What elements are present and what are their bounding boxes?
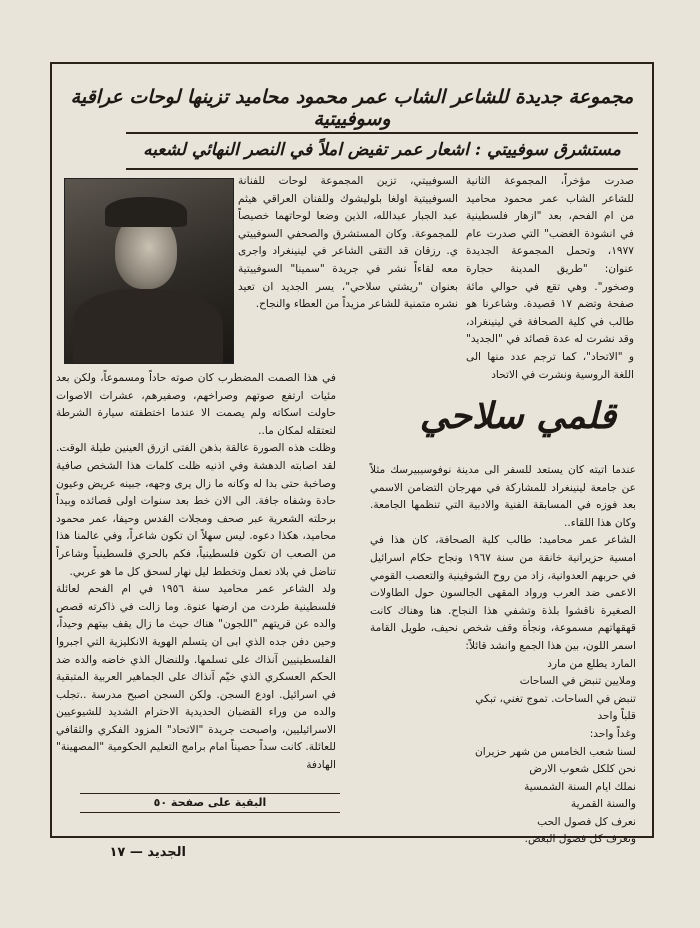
poem-line: نعرف كل فصول الحب bbox=[537, 815, 636, 828]
poem-line: ونعرف كل فصول البغض. bbox=[524, 833, 636, 846]
interview-paragraph-2: الشاعر عمر محاميد: طالب كلية الصحافة، كان هذا في امسية حزيرانية خانقة من سنة ١٩٦٧ ونجاح حكام اسرائيل في حربهم العدوانية، زاد من روح الشوفينية والتعصب القومي الاعمى ضد العرب ورواد المقهى الجالسون حول الطاولات الصغيرة ناقشوا بلذة وتشفي هذا النجاح. هنا وهناك كانت قهقهاتهم مسموعة، ونجأة وقف شخص نحيف، طويل القامة اسمر اللون، بين هذا الجمع وانشد قائلاً: bbox=[370, 534, 636, 652]
poem-line: لسنا شعب الخامس من شهر حزيران bbox=[474, 745, 636, 758]
poem-line: المارد يطلع من مارد bbox=[547, 657, 636, 670]
poem bbox=[370, 656, 636, 850]
bio-paragraph-1: في هذا الصمت المضطرب كان صوته حاداً ومسموعاً، ولكن بعد مئيات ارتفع صوتهم وصراخهم، وصفيرهم، عشرات الاصوات حاولت اسكاته ولم يصمت الا عندما اختطفته سيارة الشرطة لتعتقله لمكان ما.. bbox=[56, 372, 336, 437]
signature-text: قلمي سلاحي bbox=[419, 395, 617, 437]
column-intro bbox=[466, 173, 634, 384]
poem-line: نملك ايام السنة الشمسية bbox=[524, 780, 636, 793]
headline bbox=[58, 78, 646, 130]
page-footer: الجديد — ١٧ bbox=[109, 845, 186, 860]
intro-paragraph: صدرت مؤخراً، المجموعة الثانية للشاعر الشاب عمر محمود محاميد من ام الفحم، بعد "ازهار فلسطينية في انشودة الغضب" التي صدرت عام ١٩٧٧، وتحمل المجموعة الجديدة عنوان: "طريق المدينة حجارة وصخور". وهي تقع في حوالي مائة صفحة وتضم ١٧ قصيدة. وشاعرنا هو طالب في كلية الصحافة في لينينغراد، وقد نشرت له عدة قصائد في "الجديد" و "الاتحاد"، كما ترجم عدد منها الى اللغة الروسية ونشرت في الاتحاد bbox=[466, 175, 634, 381]
poem-line: نحن كلكل شعوب الارض bbox=[529, 763, 636, 776]
illustrations-paragraph: السوفييتي، تزين المجموعة لوحات للفنانة السوفييتية اولغا بلوليشوك وللفنان العراقي هيثم عبد الجبار عبدالله، الذين وضعا لوحاتهما خصيصاً للمجموعة. وكان المستشرق والصحفي السوفييتي ي. رزقان قد التقى الشاعر في لينينغراد واجرى معه لقاءاً نشر في جريدة "سمينا" السوفييتية بعنوان "ريشتي سلاحي"، يسر الجديد ان تعيد نشره متمنية للشاعر مزيداً من العطاء والنجاح. bbox=[238, 175, 458, 311]
poem-line: وملايين تنبض في الساحات bbox=[519, 675, 636, 688]
interview-paragraph-1: عندما اتيته كان يستعد للسفر الى مدينة نوفوسيبيرسك مثلاً عن جامعة لينينغراد للمشاركة في مهرجان التضامن الاسمي بعد فوزه في المسابقة الفنية والادبية التي تنظمها الجامعة. وكان هذا اللقاء.. bbox=[370, 464, 636, 529]
poet-photo bbox=[64, 178, 234, 364]
bio-paragraph-3: ولد الشاعر عمر محاميد سنة ١٩٥٦ في ام الفحم لعائلة فلسطينية طردت من ارضها عنوة. وما زالت في ذاكرته قصص والده عن قريتهم "اللجون" هناك حيث ما زال يقف بيتهم وحيداً، وحين دفن جده الذي ابى ان يتسلم الهوية الانكليزية التي اجبروا الفلسطينيين آنذاك على تسلمها. وللنضال الذي خاضه والده ضد الحكم العسكري الذي خيّم آنذاك على الجماهير العربية المتبقية في اسرائيل. اودع السجن. ولكن السجن اصبح مدرسة ..تجلب والده من وراء القضبان الحديدية الاحترام الشديد للشيوعيين الاسرائيليين، واصبحت جريدة "الاتحاد" المزود الفكري والثقافي للعائلة. كانت سداً حصيناً امام برامج التعليم الحكومية "المصهينة" الهادفة bbox=[56, 583, 336, 772]
column-interview bbox=[370, 462, 636, 849]
divider bbox=[80, 812, 340, 813]
poem-line: وغداً واحد: bbox=[589, 727, 636, 740]
poem-line: والسنة القمرية bbox=[570, 798, 636, 811]
continued-note: البقية على صفحة ٥٠ bbox=[153, 796, 267, 809]
column-biography bbox=[56, 370, 336, 775]
subheadline bbox=[126, 132, 638, 170]
headline-text: مجموعة جديدة للشاعر الشاب عمر محمود محاميد تزينها لوحات عراقية وسوفييتية bbox=[70, 86, 634, 130]
subheadline-text: مستشرق سوفييتي : اشعار عمر تفيض املاً في النصر النهائي لشعبه bbox=[143, 140, 621, 160]
bio-paragraph-2: وظلت هذه الصورة عالقة بذهن الفتى ازرق العينين طيلة الوقت. لقد اصابته الدهشة وفي اذنيه ظلت كلمات هذا الشخص صافية وصاخبة حتى بدا له وكانه ما زال يرى وجهه، جبينه عريض وعيون حادة وشفاه جافة. الى الان خط بعد سنوات اولى قصائده وبيداً برحلته الشعرية عبر صحف ومجلات القدس وحيفا، عمر محمود محاميد، هكذا دعوه. ليس سهلاً ان تكون شاعراً، وفي عالمنا هذا من الصعب ان تكون فلسطينياً، فكم بالحري فلسطينياً وشاعراً تناضل في بلاد تعمل وتخطط ليل نهار لسحق كل ما هو عربي. bbox=[56, 442, 336, 578]
poem-line: قلباً واحد bbox=[597, 710, 636, 723]
poem-line: تنبض في الساحات. تموج تغني، تبكي bbox=[475, 692, 636, 705]
signature-title bbox=[398, 372, 638, 458]
divider bbox=[80, 793, 340, 794]
column-illustrations bbox=[238, 173, 458, 314]
